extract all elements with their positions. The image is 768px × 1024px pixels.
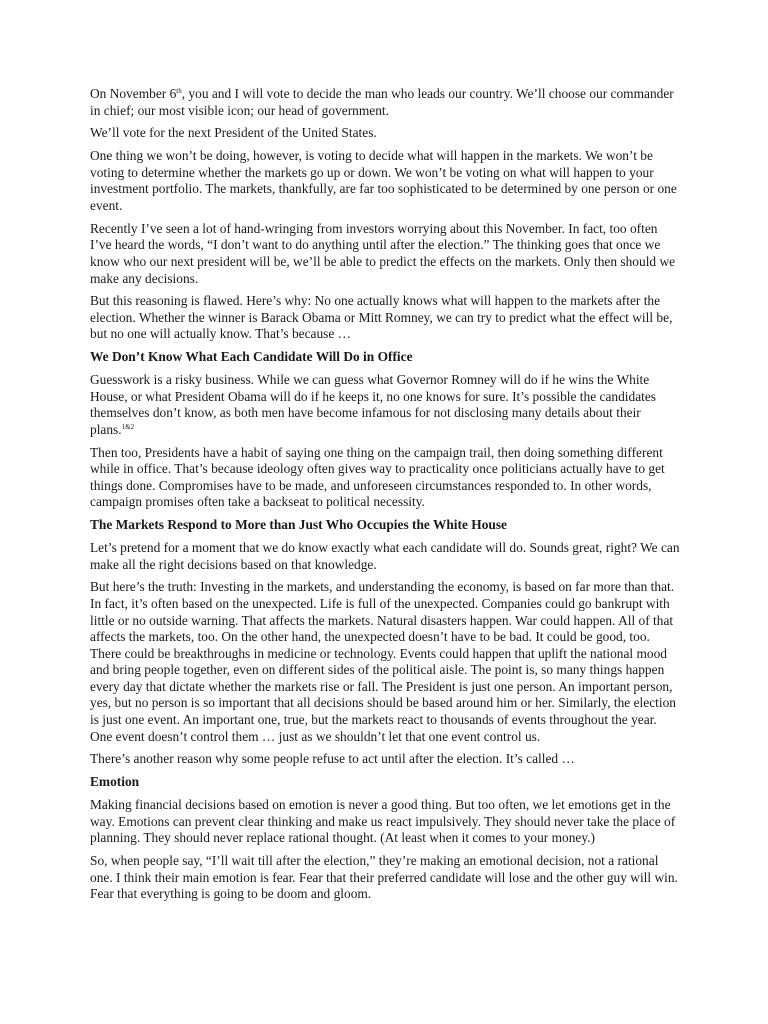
paragraph-another-reason: There’s another reason why some people refuse to act until after the election. It’s called … <box>90 751 575 767</box>
footnote-reference: 1&2 <box>121 422 135 431</box>
paragraph-presidents-habit: Then too, Presidents have a habit of saying one thing on the campaign trail, then doing something different while in office. That’s because ideology often gives way to practicality once politicians actually have to get things done. Compromises have to be made, and unforeseen circumstances responded to. In other words, campaign promises often take a backseat to political necessity. <box>90 444 665 510</box>
paragraph-guesswork-text: Guesswork is a risky business. While we can guess what Governor Romney will do if he wins the White House, or what President Obama will do if he keeps it, no one knows for sure. It’s possible the candidates themselves don’t know, as both men have become infamous for not disclosing many details about their plans. <box>90 372 657 437</box>
paragraph-hand-wringing: Recently I’ve seen a lot of hand-wringing from investors worrying about this November. In fact, too often I’ve heard the words, “I don’t want to do anything until after the election.” The thinking goes that once we know who our next president will be, we’ll be able to predict the effects on the markets. Only then should we make any decisions. <box>90 220 676 286</box>
section-heading-emotion: Emotion <box>90 774 140 790</box>
paragraph-intro-text: On November 6 <box>90 86 177 101</box>
paragraph-truth-unexpected: But here’s the truth: Investing in the markets, and understanding the economy, is based on far more than that. In fact, it’s often based on the unexpected. Life is full of the unexpected. Companies could go bankrupt with little or no outside warning. That affects the markets. Natural disasters happen. War could happen. All of that affects the markets, too. On the other hand, the unexpected doesn’t have to be bad. It could be good, too. There could be breakthroughs in medicine or technology. Events could happen that uplift the national mood and bring people together, even on different sides of the political aisle. The point is, so many things happen every day that dictate whether the markets rise or fall. The President is just one person. An important person, yes, but no person is so important that all decisions should be based around him or her. Similarly, the election is just one event. An important one, true, but the markets react to thousands of events throughout the year. One event doesn’t control them … just as we shouldn’t let that one event control us. <box>90 579 676 744</box>
paragraph-wait-till-after: So, when people say, “I’ll wait till after the election,” they’re making an emotional decision, not a rational one. I think their main emotion is fear. Fear that their preferred candidate will lose and the other guy will win. Fear that everything is going to be doom and gloom. <box>90 852 678 902</box>
paragraph-intro-text-cont: , you and I will vote to decide the man who leads our country. We’ll choose our commander in chief; our most visible icon; our head of government. <box>90 86 674 118</box>
paragraph-emotion-decisions: Making financial decisions based on emotion is never a good thing. But too often, we let emotions get in the way. Emotions can prevent clear thinking and make us react impulsively. They should never take the place of planning. They should never replace rational thought. (At least when it comes to your money.) <box>90 797 676 846</box>
document-body <box>90 86 682 909</box>
paragraph-guesswork <box>90 372 682 438</box>
ordinal-superscript: th <box>176 87 182 95</box>
paragraph-intro <box>90 86 682 119</box>
paragraph-pretend: Let’s pretend for a moment that we do know exactly what each candidate will do. Sounds great, right? We can make all the right decisions based on that knowledge. <box>90 539 680 572</box>
paragraph-vote-president: We’ll vote for the next President of the United States. <box>90 125 377 141</box>
section-heading-markets-respond: The Markets Respond to More than Just Who Occupies the White House <box>90 517 507 533</box>
paragraph-reasoning-flawed: But this reasoning is flawed. Here’s why: No one actually knows what will happen to the markets after the election. Whether the winner is Barack Obama or Mitt Romney, we can try to predict what the effect will be, but no one will actually know. That’s because … <box>90 293 673 342</box>
paragraph-markets-not-voted: One thing we won’t be doing, however, is voting to decide what will happen in the markets. We won’t be voting to determine whether the markets go up or down. We won’t be voting on what will happen to your investment portfolio. The markets, thankfully, are far too sophisticated to be determined by one person or one event. <box>90 148 677 213</box>
section-heading-candidates: We Don’t Know What Each Candidate Will Do in Office <box>90 349 413 365</box>
